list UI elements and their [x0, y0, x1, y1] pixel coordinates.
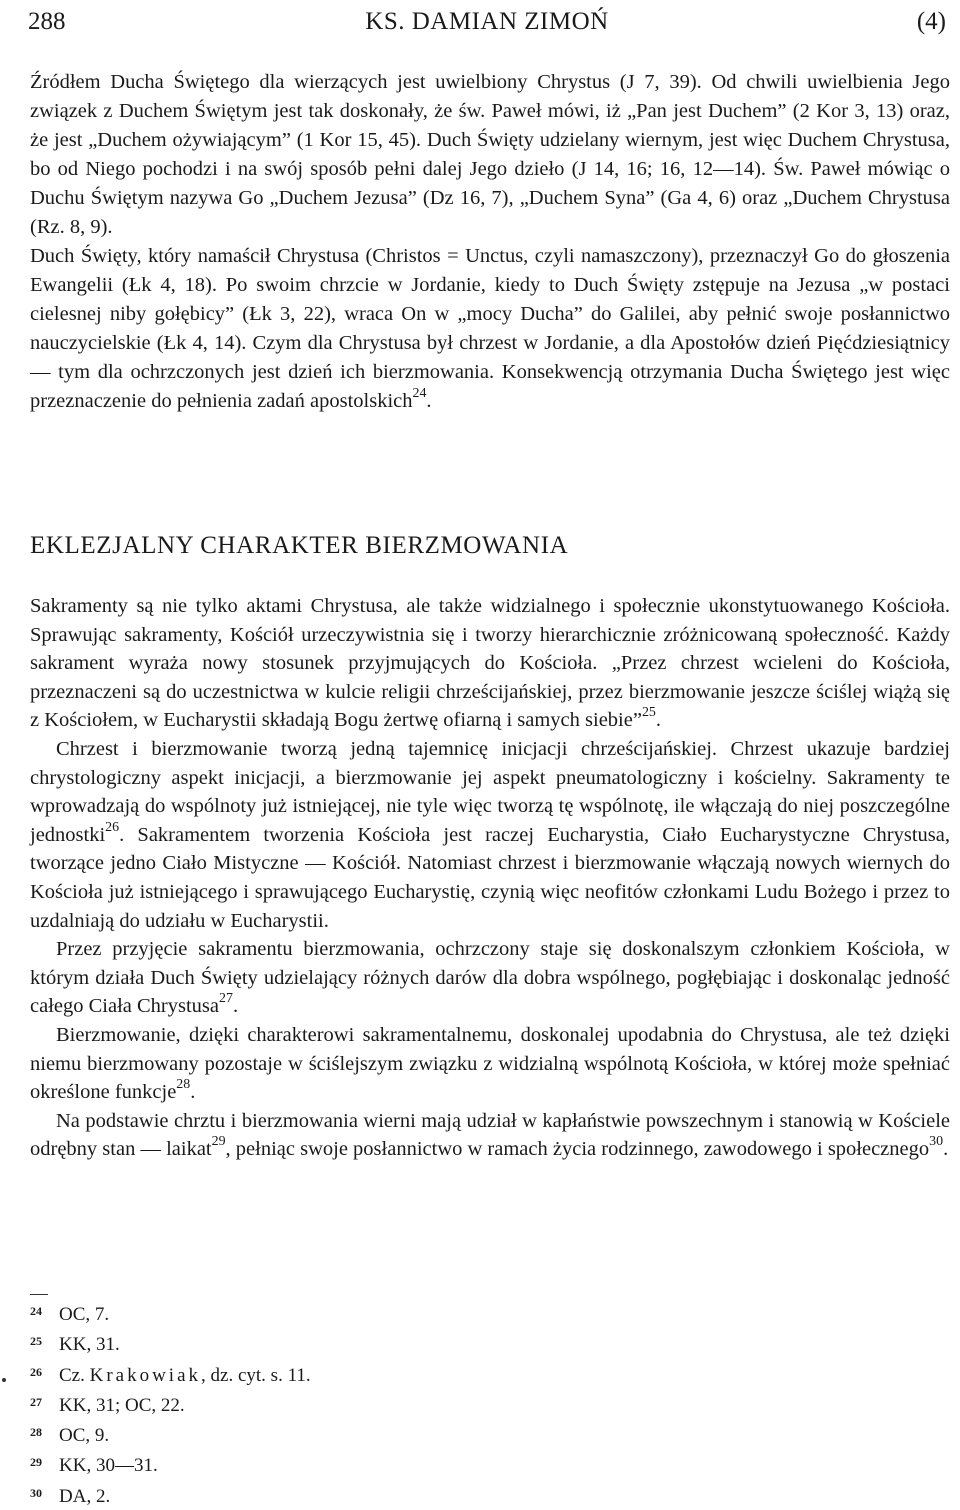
- paragraph-2: Duch Święty, który namaścił Chrystusa (Christos = Unctus, czyli namaszczony), przeznaczył Go do głoszenia Ewangelii (Łk 4, 18). Po swoim chrzcie w Jordanie, kiedy to Duch Święty zstępuje na Jezusa „w postaci cielesnej niby gołębicy” (Łk 3, 22), wraca On w „mocy Ducha” do Galilei, aby pełnić swoje posłannictwo nauczycielskie (Łk 4, 14). Czym dla Chrystusa był chrzest w Jordanie, a dla Apostołów dzień Pięćdziesiątnicy — tym dla ochrzczonych jest dzień ich bierzmowania. Konsekwencją otrzymania Ducha Świętego jest więc przeznaczenie do pełnienia zadań apostolskich$^{24}$.: [30, 245, 950, 412]
- footnote-number: 26: [30, 1364, 42, 1379]
- section-text: [30, 592, 950, 1164]
- footnote-30: [30, 1480, 530, 1510]
- footnote-text: OC, 9.: [59, 1425, 110, 1447]
- footnote-text: KK, 30—31.: [59, 1455, 158, 1477]
- paragraph-text-tail: .: [190, 1081, 196, 1104]
- section-paragraph-1: [30, 592, 950, 735]
- intro-text: [30, 68, 950, 416]
- paragraph-text-tail: . Sakramentem tworzenia Kościoła jest raczej Eucharystia, Ciało Eucharystyczne Chrystusa, tworzące jedno Ciało Mistyczne — Kościół. Natomiast chrzest i bierzmowanie włączają nowych wiernych do Kościoła już istniejącego i sprawującego Eucharystię, czynią więc neofitów członkami Ludu Bożego i przez to uzdalniają do udziału w Eucharystii.: [30, 823, 950, 932]
- issue-part: (4): [916, 8, 946, 35]
- section-heading: EKLEZJALNY CHARAKTER BIERZMOWANIA: [30, 532, 569, 559]
- footnote-number: 30: [30, 1485, 42, 1500]
- paragraph-text: Na podstawie chrztu i bierzmowania wierni mają udział w kapłaństwie powszechnym i stanowią w Kościele odrębny stan — laikat: [30, 1109, 950, 1161]
- page-number: 288: [28, 8, 66, 35]
- footnote-26: [30, 1359, 530, 1389]
- footnote-25: [30, 1328, 530, 1358]
- paragraph-2-text: Duch Święty, który namaścił Chrystusa (Christos = Unctus, czyli namaszczony), przeznaczył Go do głoszenia Ewangelii (Łk 4, 18). Po swoim chrzcie w Jordanie, kiedy to Duch Święty zstępuje na Jezusa „w postaci cielesnej niby gołębicy” (Łk 3, 22), wraca On w „mocy Ducha” do Galilei, aby pełnić swoje posłannictwo nauczycielskie (Łk 4, 14). Czym dla Chrystusa był chrzest w Jordanie, a dla Apostołów dzień Pięćdziesiątnicy — tym dla ochrzczonych jest dzień ich bierzmowania. Konsekwencją otrzymania Ducha Świętego jest więc przeznaczenie do pełnienia zadań apostolskich: [30, 245, 950, 412]
- footnote-separator: [30, 1294, 48, 1295]
- footnote-number: 29: [30, 1455, 42, 1470]
- footnote-28: [30, 1419, 530, 1449]
- section-paragraph-2: [30, 735, 950, 935]
- paragraph-text: Sakramenty są nie tylko aktami Chrystusa, ale także widzialnego i społecznie ukonstytuowanego Kościoła. Sprawując sakramenty, Kościół urzeczywistnia się i tworzy hierarchicznie zróżnicowaną społeczność. Każdy sakrament wyraża nowy stosunek przyjmujących do Kościoła. „Przez chrzest wcieleni do Kościoła, przeznaczeni są do uczestnictwa w kulcie religii chrześcijańskiej, przez bierzmowanie jeszcze ściślej wiążą się z Kościołem, w Eucharystii składają Bogu żertwę ofiarną i samych siebie”: [30, 595, 950, 732]
- footnote-ref-25: 25: [641, 705, 656, 721]
- footnote-ref-29: 29: [211, 1134, 226, 1150]
- paragraph-text-tail: .: [943, 1138, 949, 1161]
- footnote-ref-27: 27: [219, 991, 233, 1007]
- paragraph-text: Bierzmowanie, dzięki charakterowi sakramentalnemu, doskonalej upodabnia do Chrystusa, ale też dzięki niemu bierzmowany pozostaje w ściślejszym związku z widzialną wspólnotą Kościoła, w której może spełniać określone funkcje: [30, 1023, 950, 1104]
- footnote-number: 24: [30, 1304, 42, 1318]
- paragraph-text-tail: .: [655, 709, 662, 732]
- footnote-text: OC, 7.: [59, 1304, 110, 1325]
- section-paragraph-5: [30, 1107, 950, 1164]
- footnote-ref-26: 26: [105, 819, 120, 835]
- footnote-number: 28: [30, 1425, 42, 1440]
- paragraph-text: Chrzest i bierzmowanie tworzą jedną tajemnicę inicjacji chrześcijańskiej. Chrzest ukazuje bardziej chrystologiczny aspekt inicjacji, a bierzmowanie jej aspekt pneumatologiczny i kościelny. Sakramenty te wprowadzają do wspólnoty już istniejącej, nie tyle więc tworzą tę wspólnotę, ile włączają do niej poszczególne jednostki: [30, 737, 950, 846]
- paragraph-text-tail: .: [232, 995, 239, 1018]
- paragraph-text: Przez przyjęcie sakramentu bierzmowania, ochrzczony staje się doskonalszym członkiem Kościoła, w którym działa Duch Święty udzielający różnych darów dla dobra wspólnego, pogłębiając i doskonaląc jedność całego Ciała Chrystusa: [30, 938, 950, 1018]
- running-header: [28, 4, 946, 40]
- paragraph-1: Źródłem Ducha Świętego dla wierzących jest uwielbiony Chrystus (J 7, 39). Od chwili uwielbienia Jego związek z Duchem Świętym jest tak doskonały, że św. Paweł mówi, iż „Pan jest Duchem” (2 Kor 3, 13) oraz, że jest „Duchem ożywiającym” (1 Kor 15, 45). Duch Święty udzielany wiernym, jest więc Duchem Chrystusa, bo od Niego pochodzi i na swój sposób pełni dalej Jego dzieło (J 14, 16; 16, 12—14). Św. Paweł mówiąc o Duchu Świętym nazywa Go „Duchem Jezusa” (Dz 16, 7), „Duchem Syna” (Ga 4, 6) oraz „Duchem Chrystusa (Rz. 8, 9).: [30, 71, 950, 238]
- footnote-author-surname: Krakowiak: [89, 1364, 202, 1386]
- footnote-number: 27: [30, 1394, 42, 1409]
- footnote-24: [30, 1298, 530, 1328]
- running-author: KS. DAMIAN ZIMOŃ: [365, 8, 609, 35]
- footnote-text: DA, 2.: [59, 1485, 111, 1507]
- footnote-ref-24: 24: [412, 386, 427, 402]
- footnote-29: [30, 1449, 530, 1479]
- footnote-ref-30: 30: [929, 1134, 944, 1150]
- section-paragraph-3: [30, 935, 950, 1021]
- section-paragraph-4: [30, 1021, 950, 1107]
- footnote-27: [30, 1389, 530, 1419]
- footnote-text: , dz. cyt. s. 11.: [201, 1364, 311, 1386]
- footnote-author-initial: Cz.: [59, 1364, 90, 1386]
- footnote-ref-28: 28: [176, 1077, 191, 1093]
- footnotes: [30, 1298, 530, 1510]
- margin-speck: [2, 1378, 6, 1382]
- footnote-text: KK, 31.: [59, 1334, 120, 1356]
- paragraph-text-mid: , pełniąc swoje posłannictwo w ramach życia rodzinnego, zawodowego i społecznego: [225, 1138, 930, 1161]
- footnote-number: 25: [30, 1334, 42, 1349]
- footnote-text: KK, 31; OC, 22.: [59, 1394, 185, 1416]
